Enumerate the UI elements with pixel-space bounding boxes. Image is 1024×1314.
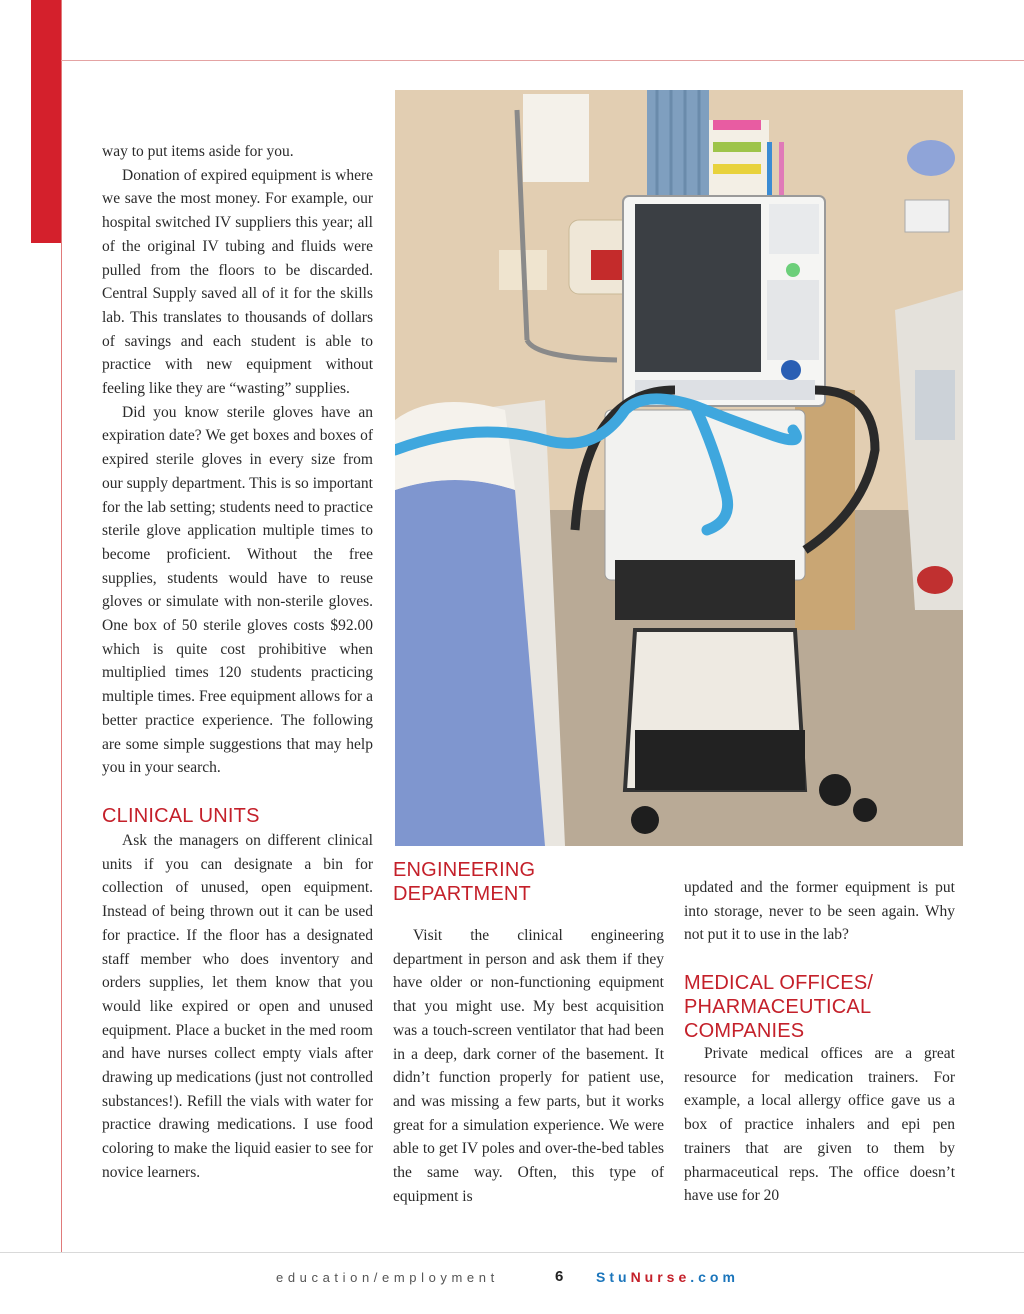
column-1-top-text [102,140,373,780]
clinical-units-heading: CLINICAL UNITS [102,805,260,827]
column-3-top-text [684,876,955,947]
ventilator-illustration [395,90,963,846]
brand-nurse: Nurse [630,1269,691,1285]
paragraph-donation: Donation of expired equipment is where we save the most money. For example, our hospital switched IV suppliers this year; all of the original IV tubing and fluids were pulled from the floors to be discarded. Central Supply saved all of it for the skills lab. This translates to thousands of dollars of savings and each student is able to practice with new equipment without feeling like they are “wasting” supplies. [102,166,373,398]
engineering-department-heading [393,858,664,906]
medical-offices-text [684,1042,955,1208]
paragraph-engineering: Visit the clinical engineering department in person and ask them if they have older or non-functioning equipment that you might use. My best acquisition was a touch-screen ventilator that had been in a deep, dark corner of the basement. It didn’t function properly for patient use, and was missing a few parts, but it works great for a simulation experience. We were able to get IV poles and over-the-bed tables the same way. Often, this type of equipment is [393,927,664,1205]
heading-line: ENGINEERING [393,859,536,881]
brand-dotcom: .com [690,1269,739,1285]
paragraph-medical-offices: Private medical offices are a great resource for medication trainers. For example, a local allergy office gave us a box of practice inhalers and epi pen trainers that are given to them by pharmaceutical reps. The office doesn’t have use for 20 [684,1045,955,1205]
engineering-text [393,924,664,1208]
heading-line: DEPARTMENT [393,883,531,905]
brand-stu: Stu [596,1269,631,1285]
paragraph-continuation-col3: updated and the former equipment is put into storage, never to be seen again. Why not put it to use in the lab? [684,879,955,944]
left-margin-rule [61,0,62,1252]
heading-line: COMPANIES [684,1020,805,1042]
paragraph-sterile-gloves: Did you know sterile gloves have an expiration date? We get boxes and boxes of expired sterile gloves in every size from our supply department. This is so important for the lab setting; students need to practice sterile glove application multiple times to become proficient. Without the free supplies, students would have to reuse gloves or simulate with non-sterile gloves. One box of 50 sterile gloves costs $92.00 which is quite cost prohibitive when multiplied times 120 students practicing multiple times. Free equipment allows for a better practice experience. The following are some simple suggestions that may help you in your search. [102,403,373,777]
page-number: 6 [555,1268,564,1285]
heading-line: PHARMACEUTICAL [684,996,872,1018]
red-accent-tab [31,0,62,243]
paragraph-continuation: way to put items aside for you. [102,143,294,160]
medical-offices-heading [684,971,955,1043]
clinical-units-text [102,829,373,1185]
paragraph-clinical-units: Ask the managers on different clinical units if you can designate a bin for collection of unused, open equipment. Instead of being thrown out it can be used for practice. If the floor has a designated staff member who does inventory and orders supplies, let them know that you would like expired or open and unused equipment. Place a bucket in the med room and have nurses collect empty vials after drawing up medications (just not controlled substances!). Refill the vials with water for practice drawing medications. I use food coloring to make the liquid easier to see for novice learners. [102,832,373,1181]
heading-line: MEDICAL OFFICES/ [684,972,874,994]
footer-section-label: education/employment [276,1270,499,1285]
page-footer [0,1268,1024,1288]
header-rule [61,60,1024,61]
footer-rule [0,1252,1024,1253]
ventilator-photo [395,90,963,846]
footer-brand [596,1269,739,1285]
